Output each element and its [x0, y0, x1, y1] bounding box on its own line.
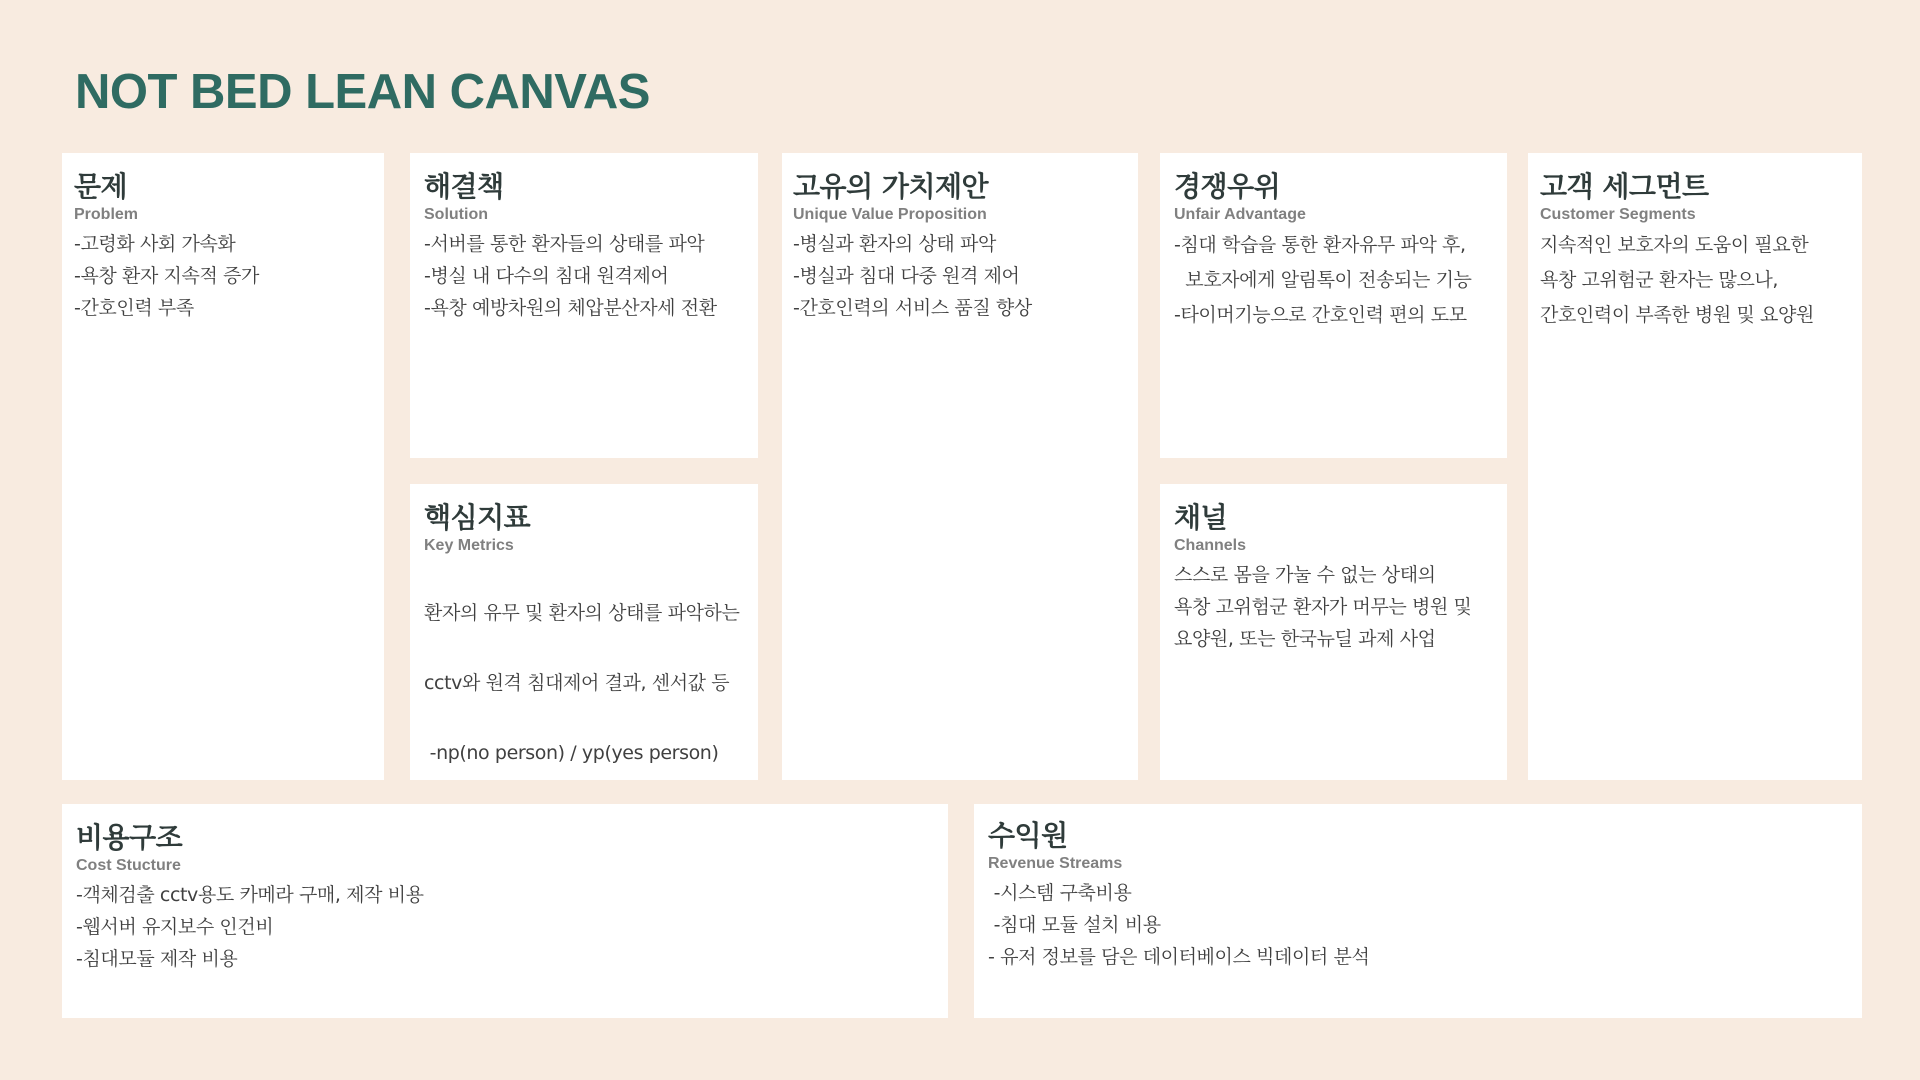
customer-segments-title: 고객 세그먼트 [1540, 170, 1709, 203]
channels-box [1160, 484, 1507, 780]
list-item: -침대 학습을 통한 환자유무 파악 후, [1174, 234, 1466, 256]
unfair-advantage-subtitle: Unfair Advantage [1174, 206, 1306, 223]
list-item: -간호인력의 서비스 품질 향상 [793, 297, 1032, 319]
list-item: -욕창 환자 지속적 증가 [74, 265, 259, 287]
problem-title: 문제 [74, 170, 128, 203]
list-item: -웹서버 유지보수 인건비 [76, 916, 274, 938]
list-item: -객체검출 cctv용도 카메라 구매, 제작 비용 [76, 884, 424, 906]
value-proposition-subtitle: Unique Value Proposition [793, 206, 987, 223]
list-item: -병실 내 다수의 침대 원격제어 [424, 265, 669, 287]
revenue-streams-lines [988, 877, 1848, 973]
list-item: -서버를 통한 환자들의 상태를 파악 [424, 233, 705, 255]
channels-subtitle: Channels [1174, 537, 1247, 554]
list-item: -병실과 침대 다중 원격 제어 [793, 265, 1020, 287]
list-item: -시스템 구축비용 [988, 882, 1132, 904]
customer-segments-box [1528, 153, 1862, 780]
list-item: 간호인력이 부족한 병원 및 요양원 [1540, 304, 1814, 326]
channels-lines [1174, 559, 1495, 655]
list-item: -병실과 환자의 상태 파악 [793, 233, 996, 255]
cost-structure-lines [76, 879, 934, 975]
solution-title: 해결책 [424, 170, 504, 203]
key-metrics-box [410, 484, 758, 780]
solution-subtitle: Solution [424, 206, 488, 223]
revenue-streams-subtitle: Revenue Streams [988, 855, 1123, 872]
list-item: 스스로 몸을 가눌 수 없는 상태의 [1174, 564, 1436, 586]
list-item: -침대 모듈 설치 비용 [988, 914, 1161, 936]
key-metrics-subtitle: Key Metrics [424, 537, 514, 554]
list-item: cctv와 원격 침대제어 결과, 센서값 등 [424, 672, 730, 694]
key-metrics-title: 핵심지표 [424, 501, 531, 534]
list-item: -np(no person) / yp(yes person) [424, 742, 719, 764]
list-item: 욕창 고위험군 환자는 많으나, [1540, 269, 1779, 291]
list-item: 지속적인 보호자의 도움이 필요한 [1540, 234, 1809, 256]
unfair-advantage-title: 경쟁우위 [1174, 170, 1281, 203]
cost-structure-box [62, 804, 948, 1018]
list-item: -침대모듈 제작 비용 [76, 948, 238, 970]
cost-structure-subtitle: Cost Stucture [76, 857, 181, 874]
list-item: -타이머기능으로 간호인력 편의 도모 [1174, 304, 1467, 326]
list-item: 환자의 유무 및 환자의 상태를 파악하는 [424, 602, 740, 624]
page-title: NOT BED LEAN CANVAS [75, 65, 650, 119]
revenue-streams-box [974, 804, 1862, 1018]
list-item: 보호자에게 알림톡이 전송되는 기능 [1174, 269, 1472, 291]
solution-lines [424, 228, 744, 324]
list-item: -욕창 예방차원의 체압분산자세 전환 [424, 297, 717, 319]
revenue-streams-title: 수익원 [988, 819, 1068, 852]
channels-title: 채널 [1174, 501, 1228, 534]
list-item: 요양원, 또는 한국뉴딜 과제 사업 [1174, 628, 1436, 650]
list-item: -간호인력 부족 [74, 297, 194, 319]
problem-lines [74, 228, 372, 324]
list-item: -고령화 사회 가속화 [74, 233, 236, 255]
customer-segments-subtitle: Customer Segments [1540, 206, 1696, 223]
unfair-advantage-box [1160, 153, 1507, 458]
value-proposition-lines [793, 228, 1127, 324]
problem-subtitle: Problem [74, 206, 139, 223]
problem-box [62, 153, 384, 780]
value-proposition-box [782, 153, 1138, 780]
value-proposition-title: 고유의 가치제안 [793, 170, 989, 203]
list-item: 욕창 고위험군 환자가 머무는 병원 및 [1174, 596, 1472, 618]
solution-box [410, 153, 758, 458]
list-item: - 유저 정보를 담은 데이터베이스 빅데이터 분석 [988, 946, 1370, 968]
customer-segments-lines [1540, 228, 1852, 333]
cost-structure-title: 비용구조 [76, 821, 183, 854]
unfair-advantage-lines [1174, 228, 1495, 333]
